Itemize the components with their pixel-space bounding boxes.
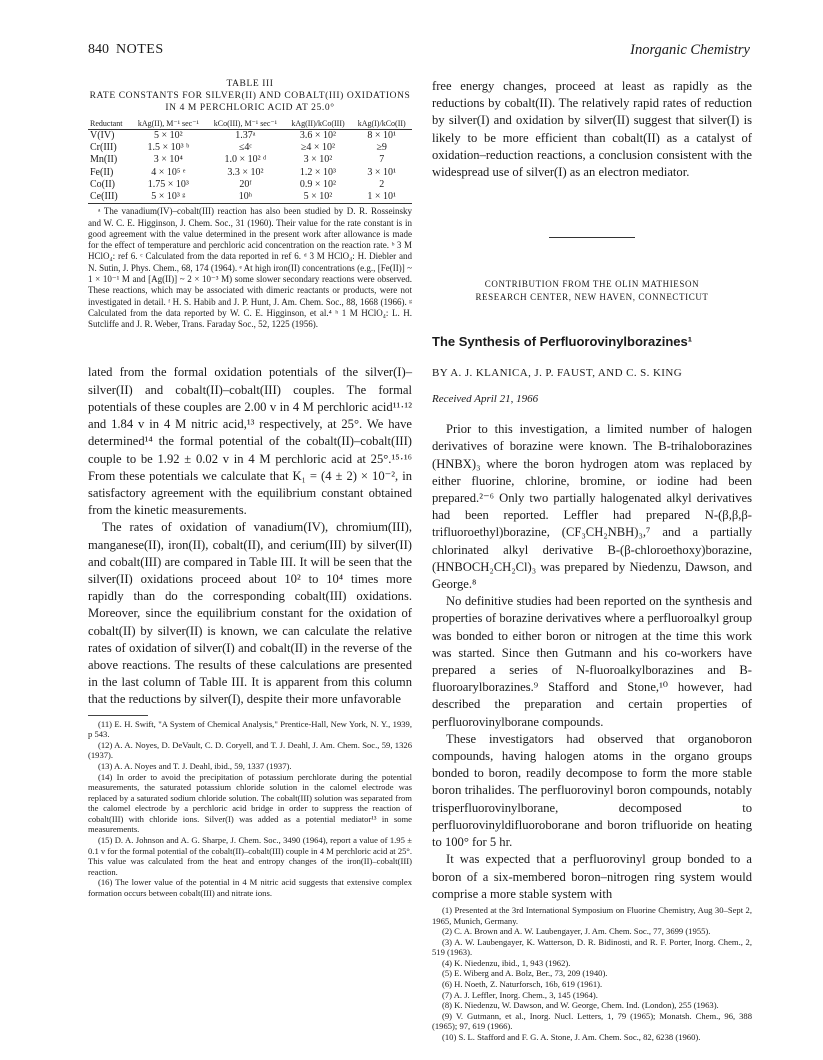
table-cell: 1.5 × 10³ ᵇ bbox=[147, 142, 190, 154]
table-cell: 3 × 10⁴ bbox=[153, 154, 183, 166]
table-row bbox=[88, 130, 412, 143]
footnote: (5) E. Wiberg and A. Bolz, Ber., 73, 209 (1940). bbox=[442, 968, 608, 979]
footnote: (13) A. A. Noyes and T. J. Deahl, ibid., 59, 1337 (1937). bbox=[98, 760, 292, 771]
table-row bbox=[88, 191, 412, 203]
table-cell: 7 bbox=[379, 154, 385, 166]
contribution-line-2: RESEARCH CENTER, NEW HAVEN, CONNECTICUT bbox=[475, 292, 709, 303]
contribution-block bbox=[432, 278, 752, 304]
rate-constants-table bbox=[88, 118, 412, 203]
table-row bbox=[88, 179, 412, 191]
footnote: (15) D. A. Johnson and A. G. Sharpe, J. Chem. Soc., 3490 (1964), report a value of 1.95 ± 0.1 v for the formal potential of the cobalt(II)–cobalt(III) couple in 4 M perchloric acid at 25°. This value was calculated from the heat and entropy changes of the iron(II)–cobalt(III) reaction. bbox=[88, 835, 412, 877]
footnote: (2) C. A. Brown and A. W. Laubengayer, J. Am. Chem. Soc., 77, 3699 (1955). bbox=[442, 926, 711, 937]
table-header: kAg(II), M⁻¹ sec⁻¹ bbox=[137, 119, 199, 128]
contribution-line-1: CONTRIBUTION FROM THE OLIN MATHIESON bbox=[484, 279, 700, 290]
body-paragraph: lated from the formal oxidation potentials of the silver(I)–silver(II) and cobalt(II)–cobalt(III) couples. The formal potentials of these couples are 2.00 v in 4 M perchloric acid¹¹·¹² and 1.84 v in 4 M nitric acid,¹³ respectively, at 25°. We have determined¹⁴ the formal potential of the cobalt(II)–cobalt(III) couple to be 1.92 ± 0.02 v in 4 M perchloric acid at 25°.¹⁵·¹⁶ From these potentials we calculate that K₁ = (4 ± 2) × 10⁻², in satisfactory agreement with the equilibrium constant obtained from the kinetic measurements. bbox=[88, 365, 412, 518]
table-cell: 1.0 × 10² ᵈ bbox=[224, 154, 267, 166]
table-cell: 2 bbox=[379, 178, 385, 190]
article-title: The Synthesis of Perfluorovinylborazines¹ bbox=[432, 334, 693, 350]
table-cell: 1 × 10¹ bbox=[367, 191, 397, 203]
table-cell: Fe(II) bbox=[90, 166, 114, 178]
left-column bbox=[88, 78, 412, 899]
running-head bbox=[88, 42, 750, 60]
footnote: (12) A. A. Noyes, D. DeVault, C. D. Coryell, and T. J. Deahl, J. Am. Chem. Soc., 59, 1326 (1937). bbox=[88, 739, 412, 761]
table-header: Reductant bbox=[90, 119, 123, 128]
table-cell: ≥9 bbox=[376, 142, 387, 154]
body-paragraph: These investigators had observed that organoboron compounds, having halogen atoms in the organo groups bonded to boron, readily decompose to form the more stable boron trihalides. The perfluorovinyl boron compounds, notably trisperfluorovinylborane, decomposed to perfluorovinyldifluoroborane and boron trifluoride on heating to 100° for 5 hr. bbox=[432, 731, 752, 850]
right-column bbox=[432, 78, 752, 1043]
table-cell: 8 × 10¹ bbox=[367, 130, 397, 141]
table-cell: 4 × 10⁵ ᵉ bbox=[151, 166, 186, 178]
section-label: NOTES bbox=[116, 42, 164, 57]
table-bottom-rule bbox=[88, 203, 412, 204]
left-footnotes bbox=[88, 719, 412, 899]
article-body bbox=[432, 421, 752, 903]
right-top-text bbox=[432, 78, 752, 181]
table-cell: 1.2 × 10³ bbox=[299, 166, 337, 178]
table-cell: 10ʰ bbox=[238, 191, 253, 203]
page-number: 840 bbox=[88, 42, 109, 57]
table-cell: V(IV) bbox=[90, 130, 115, 141]
body-paragraph: No definitive studies had been reported on the synthesis and properties of borazine derivatives where a perfluoroalkyl group was bonded to either boron or nitrogen at the time this work was started. Since then Gutmann and his co-workers have prepared a series of N-fluoroalkylborazines and B-fluoroarylborazines.⁹ Stafford and Stone,¹⁰ however, had described the preparation and certain properties of perfluorovinylborane compounds. bbox=[432, 594, 752, 729]
footnote: (1) Presented at the 3rd International Symposium on Fluorine Chemistry, Aug 30–Sept 2, 1965, Munich, Germany. bbox=[432, 904, 752, 926]
table-cell: Co(II) bbox=[90, 178, 115, 190]
table-cell: 3 × 10¹ bbox=[367, 166, 397, 178]
body-paragraph: It was expected that a perfluorovinyl group bonded to a boron of a six-membered boron–nitrogen ring system would comprise a more stable system with bbox=[432, 852, 752, 901]
footnote: (10) S. L. Stafford and F. G. A. Stone, J. Am. Chem. Soc., 82, 6238 (1960). bbox=[442, 1032, 701, 1043]
table-title-line-1: RATE CONSTANTS FOR SILVER(II) AND COBALT(III) OXIDATIONS bbox=[89, 91, 411, 101]
table-row bbox=[88, 167, 412, 179]
footnote-rule bbox=[88, 715, 148, 716]
footnote: (9) V. Gutmann, et al., Inorg. Nucl. Letters, 1, 79 (1965); Monatsh. Chem., 96, 388 (1965); 97, 619 (1966). bbox=[432, 1010, 752, 1032]
table-cell: 5 × 10² bbox=[154, 130, 183, 141]
table-cell: Cr(III) bbox=[90, 142, 117, 154]
body-paragraph: The rates of oxidation of vanadium(IV), chromium(III), manganese(II), iron(II), cobalt(II), and cerium(III) by silver(II) and cobalt(III) are compared in Table III. It will be seen that the silver(II) oxidations proceed about 10² to 10⁴ times more rapidly than do the corresponding cobalt(III) oxidations. Moreover, since the equilibrium constant for the oxidation of cobalt(II) by silver(II) is known, we can calculate the relative rates of oxidation of silver(I) and cobalt(II) in the reverse of the above reactions. The results of these calculations are presented in the last column of Table III. It is apparent from this column that the reductions by silver(I), despite their more unfavorable bbox=[88, 520, 412, 707]
article-separator bbox=[549, 237, 635, 238]
table-header: kCo(III), M⁻¹ sec⁻¹ bbox=[213, 119, 278, 128]
right-footnotes bbox=[432, 905, 752, 1043]
table-header: kAg(I)/kCo(II) bbox=[357, 119, 406, 128]
table-cell: 3.6 × 10² bbox=[299, 130, 337, 141]
table-cell: 0.9 × 10² bbox=[299, 178, 337, 190]
table-row bbox=[88, 154, 412, 166]
table-cell: ≥4 × 10² bbox=[300, 142, 336, 154]
journal-name: Inorganic Chemistry bbox=[630, 42, 750, 58]
table-cell: 5 × 10³ ᵍ bbox=[151, 191, 186, 203]
body-paragraph: free energy changes, proceed at least as rapidly as the reductions by cobalt(II). The relatively rapid rates of reduction by silver(I) and oxidation by silver(II) suggest that silver(I) is likely to be more efficient than cobalt(II) as a catalyst of oxidation–reduction reactions, a conclusion consistent with the widespread use of silver(I) as an electron mediator. bbox=[432, 79, 752, 180]
page-number-section bbox=[88, 42, 164, 58]
table-title-line-2: IN 4 M PERCHLORIC ACID AT 25.0° bbox=[165, 103, 335, 113]
footnote: (8) K. Niedenzu, W. Dawson, and W. George, Chem. Ind. (London), 255 (1963). bbox=[442, 1000, 719, 1011]
table-cell: 3.3 × 10² bbox=[227, 166, 264, 178]
received-date: Received April 21, 1966 bbox=[432, 393, 539, 406]
table-cell: 3 × 10² bbox=[303, 154, 333, 166]
article-authors: BY A. J. KLANICA, J. P. FAUST, AND C. S. KING bbox=[432, 367, 683, 380]
footnote: (7) A. J. Leffler, Inorg. Chem., 3, 145 (1964). bbox=[442, 989, 598, 1000]
footnote: (11) E. H. Swift, "A System of Chemical Analysis," Prentice-Hall, New York, N. Y., 1939, p 543. bbox=[88, 718, 412, 740]
table-cell: 20ᶠ bbox=[239, 178, 252, 190]
table-caption: TABLE III bbox=[226, 79, 274, 89]
footnote: (3) A. W. Laubengayer, K. Watterson, D. R. Bidinosti, and R. F. Porter, Inorg. Chem., 2, 519 (1963). bbox=[432, 936, 752, 958]
footnote: (4) K. Niedenzu, ibid., 1, 943 (1962). bbox=[442, 957, 571, 968]
footnote: (16) The lower value of the potential in 4 M nitric acid suggests that extensive complex formation occurs between cobalt(III) and nitrate ions. bbox=[88, 877, 412, 899]
table-cell: Mn(II) bbox=[90, 154, 118, 166]
table-footnotes: ᵃ The vanadium(IV)–cobalt(III) reaction has also been studied by D. R. Rosseinsky and W. C. E. Higginson, J. Chem. Soc., 31 (1960). Their value for the rate constant is in good agreement with the value determined in the present work after allowance is made for the effect of temperature and perchloric acid concentration on the reaction rate. ᵇ 3 M HClO₄: ref 6. ᶜ Calculated from the data reported in ref 6. ᵈ 3 M HClO₄: H. Diebler and N. Sutin, J. Phys. Chem., 68, 174 (1964). ᵉ At high iron(II) concentrations (e.g., [Fe(II)] ~ 1 × 10⁻¹ M and [Ag(II)] ~ 2 × 10⁻³ M) some slower secondary reactions were observed. These reactions, which may be associated with dimeric reactants or products, were not investigated in detail. ᶠ H. S. Habib and J. P. Hunt, J. Am. Chem. Soc., 88, 1668 (1966). ᵍ Calculated from the data reported by W. C. E. Higginson, et al.⁴ ʰ 1 M HClO₄: L. H. Sutcliffe and J. R. Weber, Trans. Faraday Soc., 52, 1225 (1956). bbox=[88, 206, 412, 330]
left-body-text bbox=[88, 364, 412, 708]
table-cell: ≤4ᶜ bbox=[238, 142, 252, 154]
footnote: (14) In order to avoid the precipitation of potassium perchlorate during the potential measurements, the saturated potassium chloride solution in the calomel electrode was replaced by a saturated sodium chloride solution. The cobalt(III) solution was separated from the calomel electrode by a perchloric acid bridge in order to suppress the reaction of cobalt(III) with chloride ions. Silver(I) was added as a potential mediator¹³ in some measurements. bbox=[88, 771, 412, 835]
footnote: (6) H. Noeth, Z. Naturforsch, 16b, 619 (1961). bbox=[442, 979, 603, 990]
table-cell: 5 × 10² bbox=[303, 191, 333, 203]
table-header: kAg(II)/kCo(III) bbox=[291, 119, 345, 128]
table-cell: 1.37ᵃ bbox=[235, 130, 256, 141]
table-cell: Ce(III) bbox=[90, 191, 118, 203]
body-paragraph: Prior to this investigation, a limited number of halogen derivatives of borazine were known. The B-trihaloborazines (HNBX)₃ where the boron hydrogen atom was replaced by either fluorine, chlorine, bromine, or iodine had been prepared.²⁻⁶ Only two partially halogenated alkyl derivatives had been reported. Leffler had prepared N-(β,β,β-trifluoroethyl)borazine, (CF₃CH₂NBH)₃,⁷ and a partially chlorinated alkyl derivative B-(β-chloroethoxy)borazine, (HNBOCH₂CH₂Cl)₃ was prepared by Niedenzu, Dawson, and George.⁸ bbox=[432, 422, 752, 592]
table-row bbox=[88, 142, 412, 154]
table-cell: 1.75 × 10³ bbox=[147, 178, 189, 190]
